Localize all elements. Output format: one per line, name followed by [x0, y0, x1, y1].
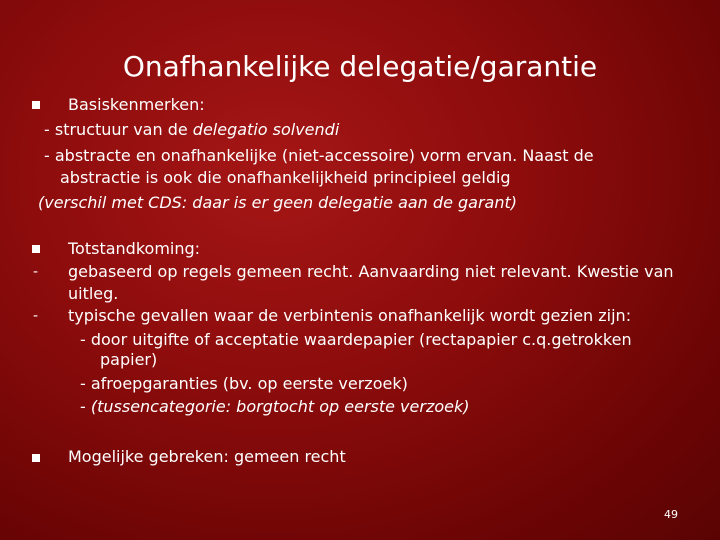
- section1-heading: Basiskenmerken:: [68, 95, 205, 114]
- section2-item2: typische gevallen waar de verbintenis onafhankelijk wordt gezien zijn:: [68, 306, 632, 325]
- dash-marker: -: [33, 264, 39, 280]
- dash-marker: -: [33, 308, 39, 324]
- section1-line3: abstractie is ook die onafhankelijkheid principieel geldig: [60, 168, 511, 187]
- square-bullet-icon: [32, 245, 40, 253]
- section2-sub3: [80, 397, 469, 417]
- section1-line2: - abstracte en onafhankelijke (niet-accessoire) vorm ervan. Naast de: [44, 146, 594, 165]
- section2-item1-line1: gebaseerd op regels gemeen recht. Aanvaarding niet relevant. Kwestie van: [68, 262, 674, 281]
- square-bullet-icon: [32, 101, 40, 109]
- square-bullet-icon: [32, 454, 40, 462]
- section2-item1-line2: uitleg.: [68, 284, 119, 303]
- section2-sub3-dash: -: [80, 397, 91, 416]
- section1-line1: [44, 120, 339, 140]
- section2-sub2: - afroepgaranties (bv. op eerste verzoek): [80, 374, 408, 393]
- section1-line1-prefix: - structuur van de: [44, 120, 193, 139]
- section1-line1-italic: delegatio solvendi: [192, 120, 340, 139]
- section2-heading: Totstandkoming:: [68, 239, 201, 258]
- slide-number: 49: [664, 508, 678, 521]
- section2-sub1-line2: papier): [100, 350, 158, 369]
- section2-sub1-line1: - door uitgifte of acceptatie waardepapier (rectapapier c.q.getrokken: [80, 330, 632, 349]
- section3-heading: Mogelijke gebreken: gemeen recht: [68, 447, 346, 466]
- slide-title: Onafhankelijke delegatie/garantie: [122, 50, 598, 83]
- section1-line4: (verschil met CDS: daar is er geen delegatie aan de garant): [38, 193, 517, 212]
- section2-sub3-italic: (tussencategorie: borgtocht op eerste verzoek): [90, 397, 470, 416]
